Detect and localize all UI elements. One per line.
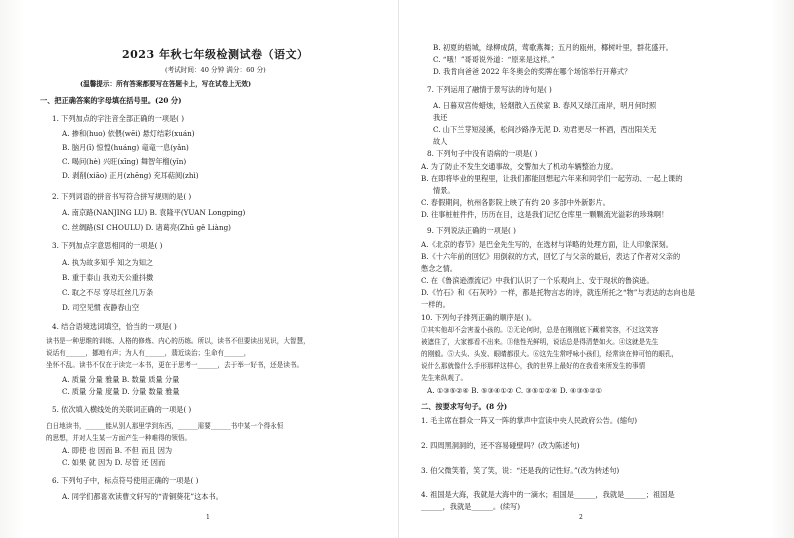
exam-tip: (温馨提示：所有答案都要写在答题卡上，写在试卷上无效) (80, 80, 252, 88)
q8-stem: 8. 下列句子中没有语病的一项是( ) (427, 149, 538, 158)
q9-option: C. 在《鲁滨逊漂流记》中我们认识了一个乐观向上、安于现状的鲁滨逊。 (421, 276, 654, 285)
q6-option: B. 初夏的梧城，绿柳成荫，莺歌燕舞；五月的瓯州，椰树叶里，群花盛开。 (433, 43, 673, 52)
rewrite-q3: 3. 伯父微笑着，笑了笑，说：“还是我的记性好。”(改为转述句) (421, 466, 620, 475)
q10-options: A. ①③⑤②④ B. ⑤③④①② C. ③⑤①②④ D. ④③⑤②① (427, 386, 603, 395)
q8-option: B. 在即将毕业的里程里，让我们都能回想起六年来和同学们一起劳动、一起上课的 (421, 174, 683, 183)
exam-title: 2023 年秋七年级检测试卷（语文） (122, 48, 309, 61)
page-number: 1 (206, 514, 210, 521)
q7-option: A. 日暮双宫传蜡烛，轻烟散入五侯家 B. 春风又绿江南岸，明月何时照 (433, 101, 657, 110)
q10-passage: ①其实他却不会害羞小孩的。②无论何时，总是在刚刚底下藏着笑容，不过这笑容 (421, 326, 659, 334)
q3-option: D. 司空见惯 夜静春山空 (62, 303, 140, 312)
q4-option: A. 质量 分量 雅量 B. 数量 质量 分量 (62, 375, 180, 384)
q3-option: B. 重于泰山 我劝天公重抖擞 (62, 273, 154, 282)
left-page (40, 0, 395, 538)
q4-passage: 说话有______，挪地有声；为人有______，翡近谈治；生命有______， (46, 349, 251, 357)
rewrite-q2: 2. 四周黑洞洞的，还不容易碰壁吗？(改为陈述句) (421, 441, 580, 450)
page-fold-divider (398, 0, 399, 538)
q1-stem: 1. 下列加点的字注音全部正确的一项是( ) (52, 114, 185, 123)
q9-stem: 9. 下列说法正确的一项是( ) (427, 226, 516, 235)
q1-option: A. 掺和(huo) 依偎(wēi) 悬灯结彩(xuán) (62, 129, 195, 138)
q8-option: D. 往事桩桩件件，历历在目，这是我们记忆仓库里一颗颗流光溢彩的珍珠啊！ (421, 210, 669, 219)
q10-passage: 先生来纵观了。 (421, 374, 468, 382)
q2-stem: 2. 下列词语的拼音书写符合拼写规则的是( ) (52, 192, 192, 201)
q1-option: C. 喝问(hè) 兴旺(xīng) 舞智年榴(yǐn) (62, 157, 187, 166)
q6-stem: 6. 下列句子中，标点符号使用正确的一项是( ) (52, 476, 199, 485)
page-number: 2 (579, 514, 583, 521)
q9-option: A.《北京的春节》是巴金先生写的，在选材与详略的处理方面，让人印象深刻。 (421, 240, 673, 249)
q2-option: C. 丝绸路(SI CHOULU) D. 诸葛亮(Zhū gě Liàng) (62, 223, 231, 232)
q7-stem: 7. 下列运用了融情于景写法的诗句是( ) (427, 85, 552, 94)
q4-passage: 读书是一种思维的训练、人格的修炼、内心的历练。所以，读书不但要读出见识，大智慧， (46, 337, 310, 345)
q10-passage: 的刚毅。⑤大头、头发、眼睛都很大。⑥这先生常呼咏小孩们，经常读在伸可怕的眼孔， (421, 350, 679, 358)
q8-option: 情景。 (433, 186, 455, 195)
q4-stem: 4. 结合语境选词填空，恰当的一项是( ) (52, 322, 177, 331)
q5-stem: 5. 依次填入横线处的关联词正确的一项是( ) (52, 405, 192, 414)
q8-option: A. 为了防止不发生交通事故，交警加大了机动车辆整治力度。 (421, 162, 618, 171)
exam-meta: (考试时间：40 分钟 满分：60 分) (165, 66, 266, 74)
q9-option: B.《十六年前的回忆》用倒叙的方式，回忆了与父亲的最后，表达了作者对父亲的 (421, 252, 681, 261)
q10-stem: 10. 下列句子排列正确的顺序是( )。 (421, 313, 537, 322)
q10-passage: 说什么那就像什么手形那样这样心，我的世界上最好的在我看来所发生的事情 (421, 362, 646, 370)
q5-passage: 的思想，并对人生某一方面产生一种难得的领悟。 (46, 434, 192, 442)
q6-option: C. “哦！”哥哥说外道：“原来是这样。” (433, 55, 555, 64)
section-heading-1: 一、把正确答案的字母填在括号里。(20 分) (40, 96, 182, 105)
q9-option: 一样的。 (421, 300, 450, 309)
q4-passage: 坐怀不乱。读书不仅在于读完一本书，更在于思考一______，去于举一好书，还是读书。 (46, 361, 304, 369)
q8-option: C. 春假期间，杭州各影院上映了有约 20 多部中外新影片。 (421, 198, 610, 207)
right-page (415, 0, 760, 538)
q7-option: C. 山下兰芽短浸溪，松间沙路净无泥 D. 劝君更尽一杯酒，西出阳关无 (433, 125, 657, 134)
rewrite-q4: 4. 祖国是大海，我就是大海中的一滴水；祖国是______，我就是______；祖国是 (421, 490, 675, 499)
q9-option: 憋念之情。 (421, 264, 457, 273)
q6-option: D. 我肯向爸爸 2022 年冬奥会的奖牌在哪个场馆举行开幕式？ (433, 67, 632, 76)
q3-stem: 3. 下列加点字意思相同的一项是( ) (52, 241, 163, 250)
q5-passage: 白日地读书，______能从别人那里学到东西，______需要______书中某一个得永恒 (46, 422, 284, 430)
q2-option: A. 南京路(NANJING LU) B. 袁隆平(YUAN Longping) (62, 208, 246, 217)
rewrite-q1: 1. 毛主席在群众一阵又一阵的掌声中宣读中央人民政府公告。(缩句) (421, 416, 638, 425)
q7-option: 故人 (433, 137, 448, 146)
q9-option: D.《竹石》和《石灰吟》一样，都是托物言志的诗，就连所托之“物”与表达的志向也是 (421, 288, 695, 297)
rewrite-q4: ______，我就是______。(续写) (421, 502, 521, 511)
q1-option: B. 脑月(ǐ) 惊惶(huáng) 竜竜一息(yǎn) (62, 143, 189, 152)
q10-passage: 被遮住了，大家都看不出来。③他性光鲜明，说话总是得清楚如火。④这就是先生 (421, 338, 659, 346)
q3-option: A. 执为故多知乎 知之为知之 (62, 258, 154, 267)
q6-option: A. 同学们都喜欢读曹文轩写的“青铜葵花”这本书。 (62, 492, 223, 501)
q7-option: 我还 (433, 113, 448, 122)
q4-option: C. 质量 分量 度量 D. 分量 数量 雅量 (62, 387, 180, 396)
q5-option: A. 即使 也 因而 B. 不但 而且 因为 (62, 446, 173, 455)
q3-option: C. 取之不尽 穿尽红丝几万条 (62, 288, 154, 297)
section-heading-2: 二、按要求写句子。(8 分) (421, 402, 508, 411)
q5-option: C. 如果 就 因为 D. 尽管 还 因而 (62, 458, 166, 467)
q1-option: D. 剥削(xiāo) 正月(zhēng) 充耳萜阅(zhì) (62, 171, 199, 180)
